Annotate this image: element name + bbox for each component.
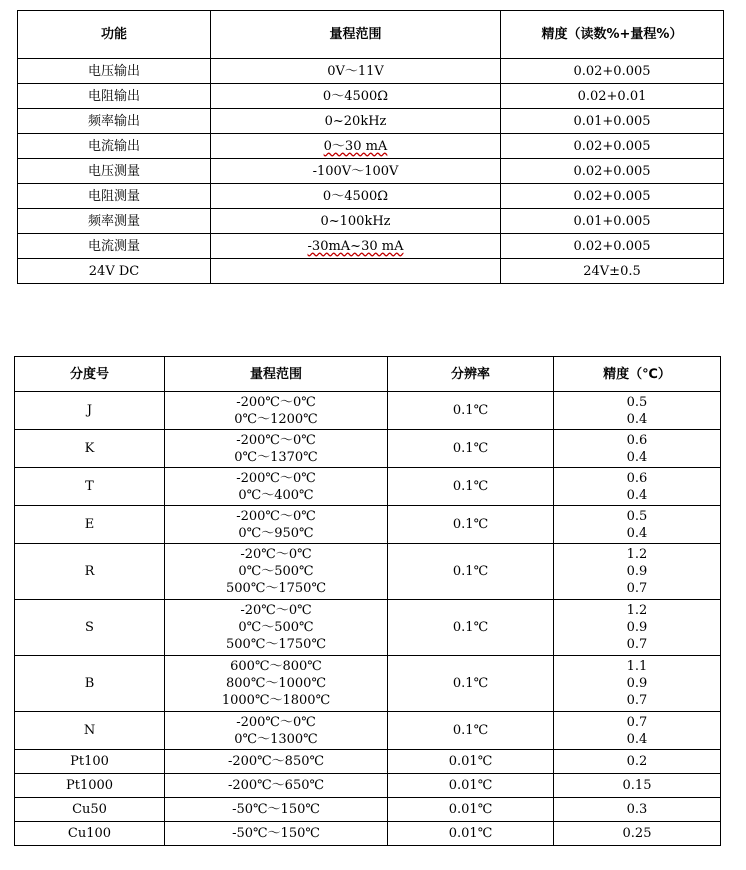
range-line: 500℃～1750℃ (226, 637, 326, 652)
accuracy-line: 0.9 (626, 676, 648, 691)
range-line: -50℃～150℃ (232, 826, 320, 841)
accuracy-cell (554, 430, 721, 468)
accuracy-cell: 0.01+0.005 (501, 109, 724, 134)
resolution-cell: 0.01℃ (388, 822, 554, 846)
graduation-cell: K (15, 430, 165, 468)
accuracy-cell: 0.02+0.005 (501, 159, 724, 184)
accuracy-line: 0.5 (626, 394, 648, 410)
graduation-cell: J (15, 392, 165, 430)
header-function: 功能 (18, 11, 211, 59)
header-accuracy: 精度（℃） (554, 357, 721, 392)
range-line: 0℃～1200℃ (234, 411, 318, 427)
resolution-cell: 0.1℃ (388, 600, 554, 656)
header-range: 量程范围 (211, 11, 501, 59)
range-line: 0℃～500℃ (238, 620, 314, 635)
range-cell: 0~20kHz (211, 109, 501, 134)
resolution-cell: 0.1℃ (388, 656, 554, 712)
accuracy-line: 0.4 (626, 449, 648, 465)
resolution-cell: 0.1℃ (388, 712, 554, 750)
table-row (15, 506, 721, 544)
accuracy-line: 0.7 (626, 693, 648, 708)
resolution-cell: 0.1℃ (388, 544, 554, 600)
range-cell (165, 712, 388, 750)
table1-header-row (18, 11, 724, 59)
accuracy-cell (554, 712, 721, 750)
range-cell (165, 656, 388, 712)
range-cell (165, 822, 388, 846)
range-cell: 0~100kHz (211, 209, 501, 234)
range-cell (165, 798, 388, 822)
table-row (15, 798, 721, 822)
accuracy-cell: 0.02+0.005 (501, 134, 724, 159)
range-cell (165, 468, 388, 506)
accuracy-line: 0.15 (622, 778, 652, 793)
range-line: 500℃～1750℃ (226, 581, 326, 596)
graduation-cell: S (15, 600, 165, 656)
table-row (18, 134, 724, 159)
function-cell: 24V DC (18, 259, 211, 284)
range-line: 0℃～1370℃ (234, 449, 318, 465)
range-text: -30mA~30 mA (307, 238, 404, 254)
table-row (15, 430, 721, 468)
function-cell: 电流测量 (18, 234, 211, 259)
range-line: -200℃～0℃ (236, 508, 316, 524)
range-cell (165, 544, 388, 600)
table-row (15, 544, 721, 600)
table-row (18, 59, 724, 84)
range-cell (165, 750, 388, 774)
accuracy-cell (554, 468, 721, 506)
range-cell (165, 506, 388, 544)
accuracy-cell (554, 822, 721, 846)
range-cell (165, 774, 388, 798)
header-graduation: 分度号 (15, 357, 165, 392)
graduation-cell: B (15, 656, 165, 712)
accuracy-cell (554, 392, 721, 430)
resolution-cell: 0.01℃ (388, 750, 554, 774)
table-row (15, 600, 721, 656)
range-line: 0℃～500℃ (238, 564, 314, 579)
resolution-cell: 0.1℃ (388, 468, 554, 506)
range-cell (165, 392, 388, 430)
accuracy-line: 0.3 (626, 802, 648, 817)
table-row (15, 822, 721, 846)
range-cell (211, 234, 501, 259)
table-row (15, 468, 721, 506)
range-line: -200℃～0℃ (236, 714, 316, 730)
table-row (18, 84, 724, 109)
accuracy-line: 1.2 (626, 547, 648, 562)
range-line: 600℃～800℃ (230, 659, 322, 674)
range-cell (211, 134, 501, 159)
accuracy-line: 0.9 (626, 564, 648, 579)
accuracy-cell: 0.01+0.005 (501, 209, 724, 234)
graduation-cell: R (15, 544, 165, 600)
resolution-cell: 0.01℃ (388, 774, 554, 798)
resolution-cell: 0.1℃ (388, 430, 554, 468)
range-line: -200℃～0℃ (236, 394, 316, 410)
accuracy-cell (554, 798, 721, 822)
table2-body (15, 392, 721, 846)
table-row (15, 774, 721, 798)
accuracy-line: 0.6 (626, 432, 648, 448)
range-line: -200℃～850℃ (227, 754, 325, 769)
accuracy-line: 0.7 (626, 581, 648, 596)
graduation-cell: Pt1000 (15, 774, 165, 798)
resolution-cell: 0.1℃ (388, 506, 554, 544)
graduation-cell: Pt100 (15, 750, 165, 774)
graduation-cell: Cu100 (15, 822, 165, 846)
graduation-cell: N (15, 712, 165, 750)
table-row (15, 750, 721, 774)
range-cell (211, 259, 501, 284)
function-cell: 电阻输出 (18, 84, 211, 109)
accuracy-cell (554, 600, 721, 656)
accuracy-line: 0.5 (626, 508, 648, 524)
thermocouple-rtd-table (14, 356, 721, 846)
function-cell: 电流输出 (18, 134, 211, 159)
graduation-cell: Cu50 (15, 798, 165, 822)
accuracy-cell (554, 656, 721, 712)
accuracy-line: 0.9 (626, 620, 648, 635)
accuracy-cell: 0.02+0.01 (501, 84, 724, 109)
accuracy-line: 0.4 (626, 411, 648, 427)
header-resolution: 分辨率 (388, 357, 554, 392)
function-cell: 电阻测量 (18, 184, 211, 209)
function-cell: 频率测量 (18, 209, 211, 234)
table-row (15, 656, 721, 712)
table-row (18, 259, 724, 284)
resolution-cell: 0.1℃ (388, 392, 554, 430)
range-line: -200℃～0℃ (236, 432, 316, 448)
range-line: -20℃～0℃ (240, 547, 312, 562)
table-row (18, 209, 724, 234)
range-cell: 0～4500Ω (211, 184, 501, 209)
table2-header-row (15, 357, 721, 392)
range-cell: -100V～100V (211, 159, 501, 184)
accuracy-cell (554, 774, 721, 798)
accuracy-line: 1.2 (626, 603, 648, 618)
function-cell: 电压输出 (18, 59, 211, 84)
accuracy-cell: 0.02+0.005 (501, 234, 724, 259)
range-cell (165, 600, 388, 656)
accuracy-line: 0.4 (626, 731, 648, 747)
range-line: 1000℃～1800℃ (221, 693, 331, 708)
accuracy-cell: 0.02+0.005 (501, 184, 724, 209)
range-line: -200℃～650℃ (227, 778, 325, 793)
accuracy-line: 0.2 (626, 754, 648, 769)
header-accuracy: 精度（读数%+量程%） (501, 11, 724, 59)
accuracy-cell: 24V±0.5 (501, 259, 724, 284)
table-row (15, 392, 721, 430)
table-row (18, 234, 724, 259)
function-cell: 频率输出 (18, 109, 211, 134)
table-row (18, 159, 724, 184)
accuracy-line: 0.6 (626, 470, 648, 486)
range-line: -20℃～0℃ (240, 603, 312, 618)
accuracy-line: 0.7 (626, 637, 648, 652)
accuracy-line: 0.4 (626, 487, 648, 503)
accuracy-line: 0.4 (626, 525, 648, 541)
function-cell: 电压测量 (18, 159, 211, 184)
graduation-cell: T (15, 468, 165, 506)
range-line: 0℃～400℃ (238, 487, 314, 503)
graduation-cell: E (15, 506, 165, 544)
accuracy-line: 1.1 (626, 659, 648, 674)
accuracy-cell: 0.02+0.005 (501, 59, 724, 84)
range-line: 0℃～1300℃ (234, 731, 318, 747)
range-cell: 0V～11V (211, 59, 501, 84)
range-line: -50℃～150℃ (232, 802, 320, 817)
accuracy-line: 0.25 (622, 826, 652, 841)
resolution-cell: 0.01℃ (388, 798, 554, 822)
table-row (18, 184, 724, 209)
table-row (15, 712, 721, 750)
accuracy-cell (554, 506, 721, 544)
range-cell (165, 430, 388, 468)
range-cell: 0～4500Ω (211, 84, 501, 109)
accuracy-cell (554, 750, 721, 774)
accuracy-cell (554, 544, 721, 600)
range-line: 800℃～1000℃ (226, 676, 326, 691)
range-line: -200℃～0℃ (236, 470, 316, 486)
range-line: 0℃～950℃ (238, 525, 314, 541)
range-text: 0～30 mA (323, 138, 388, 154)
header-range: 量程范围 (165, 357, 388, 392)
table-row (18, 109, 724, 134)
function-range-accuracy-table (17, 10, 724, 284)
accuracy-line: 0.7 (626, 714, 648, 730)
